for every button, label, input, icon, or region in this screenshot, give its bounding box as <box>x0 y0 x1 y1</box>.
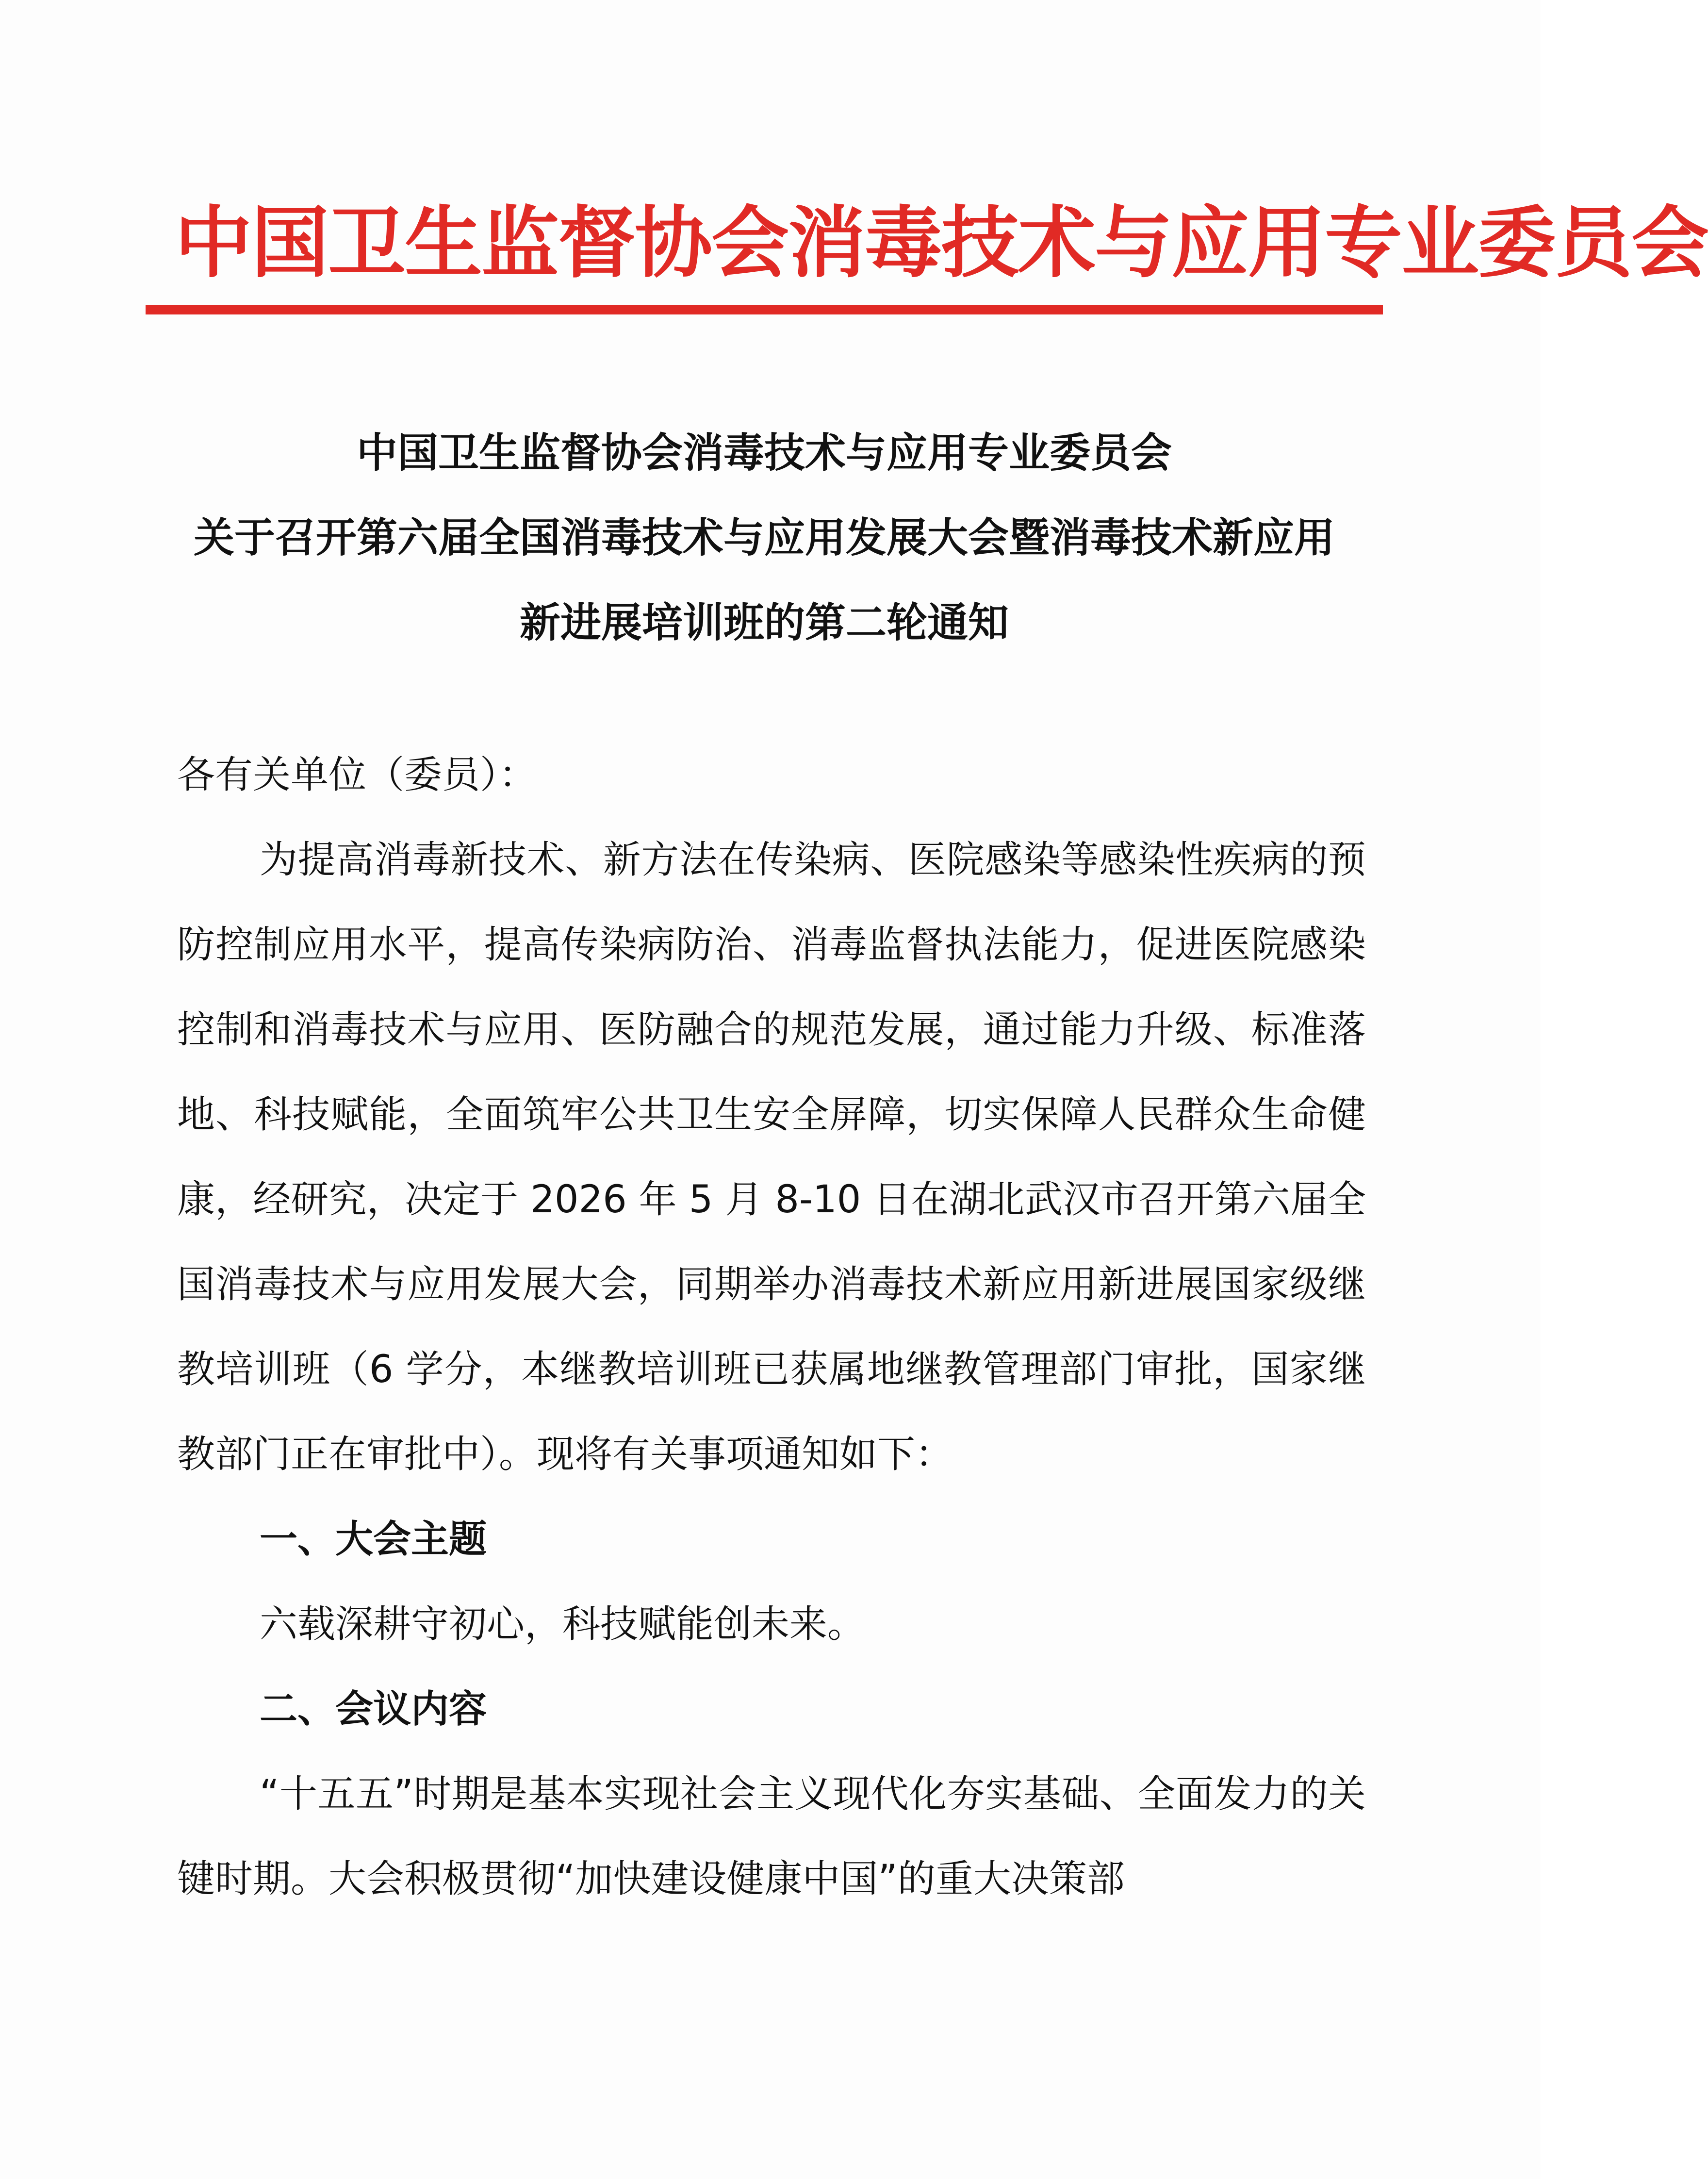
notice-title <box>146 410 1383 665</box>
title-line-3: 新进展培训班的第二轮通知 <box>519 598 1009 646</box>
letterhead-red-rule <box>146 305 1383 314</box>
organization-letterhead: 中国卫生监督协会消毒技术与应用专业委员会 <box>175 197 1708 288</box>
title-line-2: 关于召开第六届全国消毒技术与应用发展大会暨消毒技术新应用 <box>193 513 1335 561</box>
section-2-heading: 二、会议内容 <box>260 1687 487 1731</box>
title-line-1: 中国卫生监督协会消毒技术与应用专业委员会 <box>356 429 1172 477</box>
intro-paragraph: 为提高消毒新技术、新方法在传染病、医院感染等感染性疾病的预防控制应用水平，提高传染病防治、消毒监督执法能力，促进医院感染控制和消毒技术与应用、医防融合的规范发展，通过能力升级、标准落地、科技赋能，全面筑牢公共卫生安全屏障，切实保障人民群众生命健康，经研究，决定于 2026 年 5 月 8-10 日在湖北武汉市召开第六届全国消毒技术与应用发展大会，同期举办消毒技术新应用新进展国家级继教培训班（6 学分，本继教培训班已获属地继教管理部门审批，国家继教部门正在审批中）。现将有关事项通知如下： <box>177 838 1366 1476</box>
section-1-text: 六载深耕守初心，科技赋能创未来。 <box>260 1602 866 1646</box>
salutation: 各有关单位（委员）： <box>177 753 537 797</box>
notice-body <box>177 733 1366 1922</box>
section-1-heading: 一、大会主题 <box>260 1518 487 1561</box>
section-2-text: “十五五”时期是基本实现社会主义现代化夯实基础、全面发力的关键时期。大会积极贯彻“加快建设健康中国”的重大决策部 <box>177 1772 1366 1901</box>
